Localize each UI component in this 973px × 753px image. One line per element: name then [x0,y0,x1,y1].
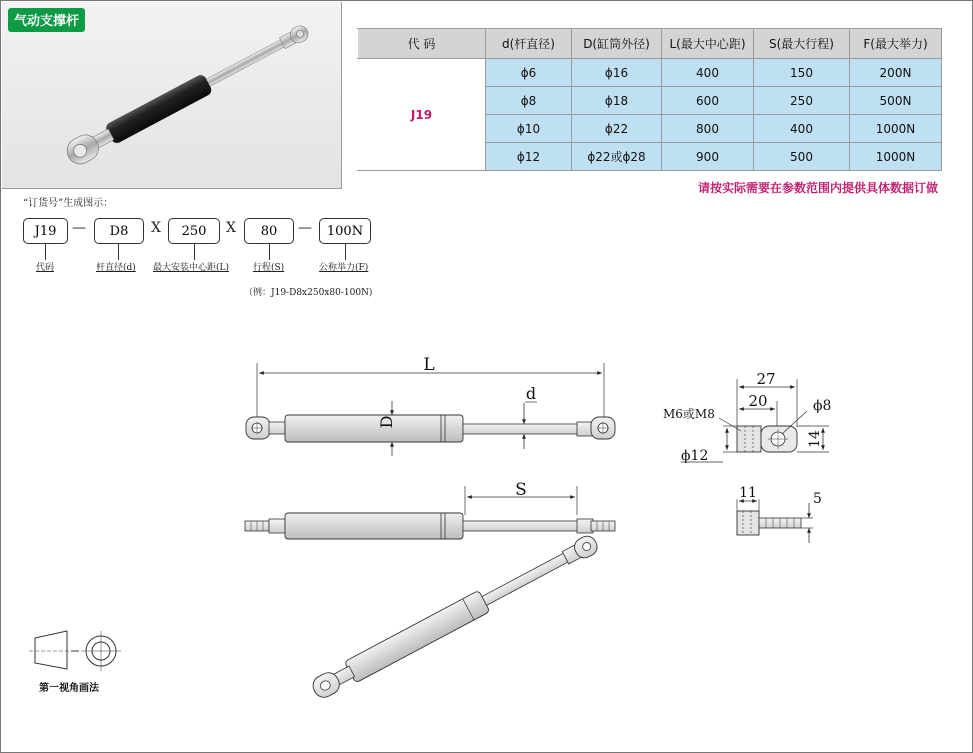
dim-D: D [377,415,396,429]
order-label-force: 公称举力(F) [319,263,369,273]
order-separator: X [151,220,161,236]
table-cell: 800 [662,115,754,143]
order-label-center-distance: 最大安装中心距(L) [153,263,229,273]
order-leader-line [194,244,195,260]
threaded-end-detail [737,485,822,543]
table-cell: ϕ6 [486,59,572,87]
projection-symbol [29,631,121,671]
order-leader-line [269,244,270,260]
dim-14: 14 [807,430,823,448]
table-cell: ϕ12 [486,143,572,171]
order-box-rod-diameter: D8 [94,218,144,244]
order-leader-line [45,244,46,260]
dim-5: 5 [813,491,822,507]
dim-L: L [423,355,435,375]
header-max-force: F(最大举力) [850,29,942,59]
order-box-code: J19 [23,218,68,244]
order-box-force: 100N [319,218,371,244]
header-cylinder-diameter: D(缸筒外径) [572,29,662,59]
spec-table-header-row [358,29,942,59]
order-box-center-distance: 250 [168,218,220,244]
order-box-stroke: 80 [244,218,294,244]
table-note: 请按实际需要在参数范围内提供具体数据订做 [697,181,938,195]
header-code: 代 码 [358,29,486,59]
dim-thread: M6或M8 [663,407,715,421]
table-cell: 200N [850,59,942,87]
table-cell: ϕ22或ϕ28 [572,143,662,171]
order-label-stroke: 行程(S) [253,263,285,273]
table-cell: ϕ18 [572,87,662,115]
table-cell: 500 [754,143,850,171]
order-label-code: 代码 [36,263,55,273]
dim-phi12: ϕ12 [681,448,709,464]
code-cell: J19 [358,59,486,171]
side-view [245,480,615,539]
order-separator: X [226,220,236,236]
projection-label: 第一视角画法 [39,683,99,694]
table-cell: 500N [850,87,942,115]
order-label-rod-diameter: 杆直径(d) [96,263,136,273]
header-max-center-distance: L(最大中心距) [662,29,754,59]
table-cell: ϕ16 [572,59,662,87]
dim-d: d [525,384,537,403]
table-cell: ϕ10 [486,115,572,143]
table-cell: 250 [754,87,850,115]
table-cell: 900 [662,143,754,171]
order-separator: — [298,220,312,236]
product-photo-panel [2,2,342,189]
order-separator: — [72,220,86,236]
order-leader-line [118,244,119,260]
product-name-tag: 气动支撑杆 [8,8,85,32]
header-max-stroke: S(最大行程) [754,29,850,59]
table-cell: 400 [662,59,754,87]
table-cell: ϕ8 [486,87,572,115]
table-cell: 400 [754,115,850,143]
dim-20: 20 [748,392,768,410]
table-row [358,59,942,87]
isometric-view [309,531,601,701]
order-example: （例：J19-D8x250x80-100N) [244,288,373,298]
table-cell: ϕ22 [572,115,662,143]
dim-phi8: ϕ8 [813,398,832,414]
front-view [246,355,615,456]
table-cell: 1000N [850,115,942,143]
dim-11: 11 [739,485,757,501]
table-cell: 600 [662,87,754,115]
dim-S: S [515,480,527,500]
order-number-title: “订货号”生成图示： [23,198,114,209]
table-cell: 150 [754,59,850,87]
eye-end-detail [663,370,831,464]
technical-drawing [1,331,972,751]
spec-table [357,28,942,171]
header-rod-diameter: d(杆直径) [486,29,572,59]
table-cell: 1000N [850,143,942,171]
dim-27: 27 [756,370,776,388]
order-leader-line [345,244,346,260]
